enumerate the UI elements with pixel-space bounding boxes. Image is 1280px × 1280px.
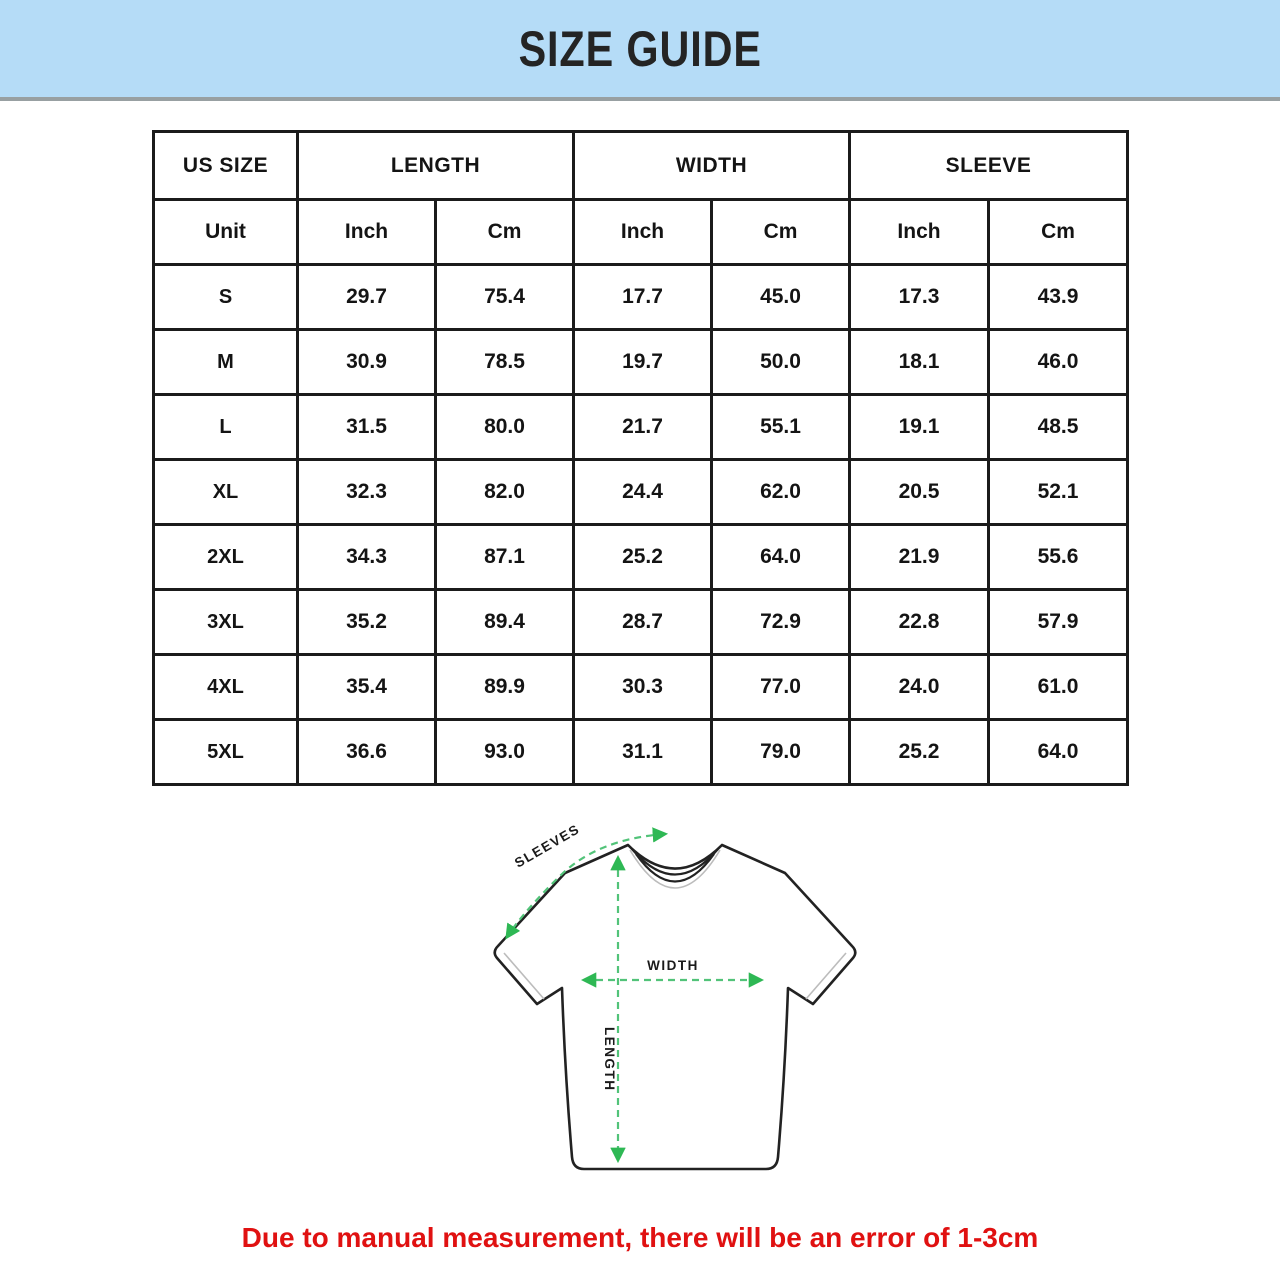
value-cell: 93.0 [436,720,574,785]
value-cell: 46.0 [989,330,1128,395]
unit-cm: Cm [712,200,850,265]
size-cell: 4XL [154,655,298,720]
sleeves-label: SLEEVES [512,821,583,871]
value-cell: 50.0 [712,330,850,395]
value-cell: 64.0 [989,720,1128,785]
size-cell: M [154,330,298,395]
value-cell: 25.2 [574,525,712,590]
value-cell: 19.7 [574,330,712,395]
value-cell: 36.6 [298,720,436,785]
value-cell: 22.8 [850,590,989,655]
value-cell: 31.5 [298,395,436,460]
value-cell: 30.9 [298,330,436,395]
width-label: WIDTH [647,958,699,973]
unit-label: Unit [154,200,298,265]
tshirt-outline [495,845,856,1169]
page-title: SIZE GUIDE [518,20,762,77]
value-cell: 17.3 [850,265,989,330]
value-cell: 17.7 [574,265,712,330]
value-cell: 28.7 [574,590,712,655]
value-cell: 25.2 [850,720,989,785]
value-cell: 62.0 [712,460,850,525]
value-cell: 75.4 [436,265,574,330]
value-cell: 55.1 [712,395,850,460]
value-cell: 29.7 [298,265,436,330]
unit-cm: Cm [989,200,1128,265]
value-cell: 21.9 [850,525,989,590]
value-cell: 24.4 [574,460,712,525]
value-cell: 52.1 [989,460,1128,525]
value-cell: 57.9 [989,590,1128,655]
col-header-width: WIDTH [574,132,850,200]
value-cell: 35.2 [298,590,436,655]
size-chart-table [152,130,1129,786]
size-chart [152,130,1129,786]
tshirt-diagram [468,812,888,1212]
table-row [154,525,1128,590]
size-cell: XL [154,460,298,525]
table-row [154,395,1128,460]
value-cell: 31.1 [574,720,712,785]
col-header-us-size: US SIZE [154,132,298,200]
unit-inch: Inch [298,200,436,265]
measurement-disclaimer: Due to manual measurement, there will be an error of 1-3cm [241,1222,1039,1253]
value-cell: 89.9 [436,655,574,720]
value-cell: 18.1 [850,330,989,395]
value-cell: 61.0 [989,655,1128,720]
value-cell: 32.3 [298,460,436,525]
value-cell: 72.9 [712,590,850,655]
col-header-sleeve: SLEEVE [850,132,1128,200]
value-cell: 82.0 [436,460,574,525]
table-row [154,265,1128,330]
table-row [154,330,1128,395]
value-cell: 77.0 [712,655,850,720]
value-cell: 80.0 [436,395,574,460]
size-guide-banner [0,0,1280,101]
size-cell: L [154,395,298,460]
value-cell: 45.0 [712,265,850,330]
value-cell: 19.1 [850,395,989,460]
value-cell: 64.0 [712,525,850,590]
value-cell: 35.4 [298,655,436,720]
unit-cm: Cm [436,200,574,265]
value-cell: 48.5 [989,395,1128,460]
value-cell: 24.0 [850,655,989,720]
value-cell: 87.1 [436,525,574,590]
value-cell: 78.5 [436,330,574,395]
col-header-length: LENGTH [298,132,574,200]
value-cell: 20.5 [850,460,989,525]
unit-inch: Inch [574,200,712,265]
value-cell: 79.0 [712,720,850,785]
table-row [154,590,1128,655]
size-cell: S [154,265,298,330]
unit-inch: Inch [850,200,989,265]
value-cell: 21.7 [574,395,712,460]
value-cell: 43.9 [989,265,1128,330]
size-cell: 2XL [154,525,298,590]
size-cell: 5XL [154,720,298,785]
value-cell: 89.4 [436,590,574,655]
length-label: LENGTH [602,1027,617,1092]
value-cell: 34.3 [298,525,436,590]
table-row [154,720,1128,785]
value-cell: 55.6 [989,525,1128,590]
value-cell: 30.3 [574,655,712,720]
table-header-row [154,132,1128,200]
unit-row [154,200,1128,265]
size-cell: 3XL [154,590,298,655]
table-row [154,460,1128,525]
table-row [154,655,1128,720]
